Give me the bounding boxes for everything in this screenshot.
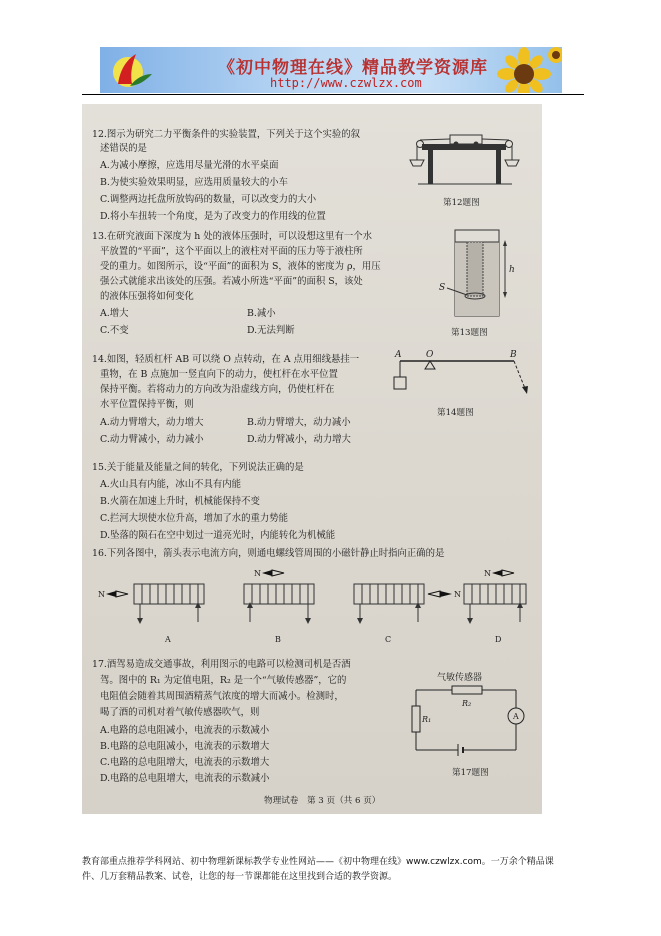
q16-d-north-label: N xyxy=(484,569,491,578)
q12-option-b: B.为使实验效果明显，应选用质量较大的小车 xyxy=(100,177,288,188)
q13-option-a: A.增大 xyxy=(100,308,129,319)
q16-figure-c xyxy=(354,584,461,644)
q13-stem-line: 13.在研究液面下深度为 h 处的液体压强时，可以设想这里有一个水 xyxy=(92,231,373,242)
q16-stem: 16.下列各图中，箭头表示电流方向，则通电螺线管周围的小磁针静止时指向正确的是 xyxy=(92,548,445,559)
q16-figure-d xyxy=(464,569,526,644)
q17-ammeter-label: A xyxy=(513,712,519,721)
q14-option-d: D.动力臂减小，动力增大 xyxy=(247,434,351,445)
q16-label-d: D xyxy=(495,635,502,644)
q17-stem-line: 17.酒驾易造成交通事故，利用图示的电路可以检测司机是否酒 xyxy=(92,659,351,670)
q17-label-r1: R₁ xyxy=(422,715,432,724)
q12-option-a: A.为减小摩擦，应选用尽量光滑的水平桌面 xyxy=(100,160,279,171)
q12-option-c: C.调整两边托盘所放钩码的数量，可以改变力的大小 xyxy=(100,194,317,205)
q13-option-d: D.无法判断 xyxy=(247,325,295,336)
q16-label-b: B xyxy=(275,635,281,644)
q13-stem-line: 的液体压强将如何变化 xyxy=(100,291,194,302)
q16-label-a: A xyxy=(165,635,171,644)
site-banner xyxy=(100,47,562,93)
q13-label-h: h xyxy=(509,265,515,275)
q17-label-r2: R₂ xyxy=(462,699,472,708)
q14-option-a: A.动力臂增大，动力增大 xyxy=(100,417,204,428)
q14-label-b: B xyxy=(510,350,517,360)
q14-stem-line: 保持平衡。若将动力的方向改为沿虚线方向，仍使杠杆在 xyxy=(100,384,335,395)
q13-stem-line: 受的重力。如图所示，设“平面”的面积为 S，液体的密度为 ρ，用压 xyxy=(100,261,381,272)
exam-page-number: 物理试卷 第 3 页（共 6 页） xyxy=(264,796,381,806)
header-rule xyxy=(82,94,584,95)
footer-line: 教育部重点推荐学科网站、初中物理新课标教学专业性网站——《初中物理在线》www.czwlzx.com。一万余个精品课 xyxy=(82,857,554,867)
q14-stem-line: 重物，在 B 点施加一竖直向下的动力，使杠杆在水平位置 xyxy=(100,369,338,380)
q13-option-c: C.不变 xyxy=(100,325,129,336)
q12-figure-caption: 第12题图 xyxy=(443,198,480,208)
q15-option-d: D.坠落的陨石在空中划过一道亮光时，内能转化为机械能 xyxy=(100,530,336,541)
footer-line: 件、几万套精品教案、试卷，让您的每一节课都能在这里找到合适的教学资源。 xyxy=(82,872,398,882)
q13-option-b: B.减小 xyxy=(247,308,276,319)
exam-page-photo xyxy=(82,104,542,814)
q12-option-d: D.将小车扭转一个角度，是为了改变力的作用线的位置 xyxy=(100,211,326,222)
site-logo-icon xyxy=(106,50,154,90)
q12-stem-line: 述错误的是 xyxy=(100,143,147,154)
q16-b-north-label: N xyxy=(254,569,261,578)
q17-option-c: C.电路的总电阻增大，电流表的示数增大 xyxy=(100,757,270,768)
q14-option-b: B.动力臂增大，动力减小 xyxy=(247,417,351,428)
q13-stem-line: 强公式就能求出该处的压强。若减小所选“平面”的面积 S，该处 xyxy=(100,276,363,287)
q17-option-b: B.电路的总电阻减小，电流表的示数增大 xyxy=(100,741,270,752)
q14-lever-figure xyxy=(390,347,530,412)
q17-stem-line: 喝了酒的司机对着气敏传感器吹气，则 xyxy=(100,707,260,718)
q16-figure-a xyxy=(98,584,204,644)
q17-stem-line: 电阻值会随着其周围酒精蒸气浓度的增大而减小。检测时， xyxy=(100,691,344,702)
q13-stem-line: 平放置的“平面”，这个平面以上的液柱对平面的压力等于液柱所 xyxy=(100,246,363,257)
q16-solenoid-figures xyxy=(92,562,532,647)
q16-c-north-label: N xyxy=(454,590,461,599)
q17-stem-line: 驾。图中的 R₁ 为定值电阻，R₂ 是一个“气敏传感器”，它的 xyxy=(100,675,347,686)
site-footer xyxy=(82,855,582,885)
q12-stem-line: 12.图示为研究二力平衡条件的实验装置，下列关于这个实验的叙 xyxy=(92,129,361,140)
q14-figure-caption: 第14题图 xyxy=(437,408,474,418)
q13-liquid-column-figure xyxy=(437,224,517,324)
q14-option-c: C.动力臂减小，动力减小 xyxy=(100,434,204,445)
q13-label-s: S xyxy=(439,283,446,293)
q17-option-d: D.电路的总电阻增大，电流表的示数减小 xyxy=(100,773,270,784)
q17-circuit-figure xyxy=(404,666,534,761)
q16-label-c: C xyxy=(385,635,392,644)
q15-option-c: C.拦河大坝使水位升高，增加了水的重力势能 xyxy=(100,513,288,524)
q14-stem-line: 14.如图，轻质杠杆 AB 可以绕 O 点转动，在 A 点用细线悬挂一 xyxy=(92,354,360,365)
banner-url: http://www.czwlzx.com xyxy=(270,76,422,90)
q15-stem: 15.关于能量及能量之间的转化，下列说法正确的是 xyxy=(92,462,304,473)
q14-stem-line: 水平位置保持平衡，则 xyxy=(100,399,194,410)
q12-balance-apparatus-figure xyxy=(408,116,528,194)
q13-figure-caption: 第13题图 xyxy=(451,328,488,338)
sunflower-icon xyxy=(476,47,562,93)
banner-title: 《初中物理在线》精品教学资源库 xyxy=(218,58,488,78)
q15-option-a: A.火山具有内能，冰山不具有内能 xyxy=(100,479,242,490)
q15-option-b: B.火箭在加速上升时，机械能保持不变 xyxy=(100,496,260,507)
q16-a-north-label: N xyxy=(98,590,105,599)
q17-option-a: A.电路的总电阻减小，电流表的示数减小 xyxy=(100,725,270,736)
q14-label-a: A xyxy=(395,350,402,360)
q16-figure-b xyxy=(244,569,314,644)
q17-sensor-label: 气敏传感器 xyxy=(437,673,483,683)
q14-label-o: O xyxy=(426,350,434,360)
q17-figure-caption: 第17题图 xyxy=(452,768,489,778)
